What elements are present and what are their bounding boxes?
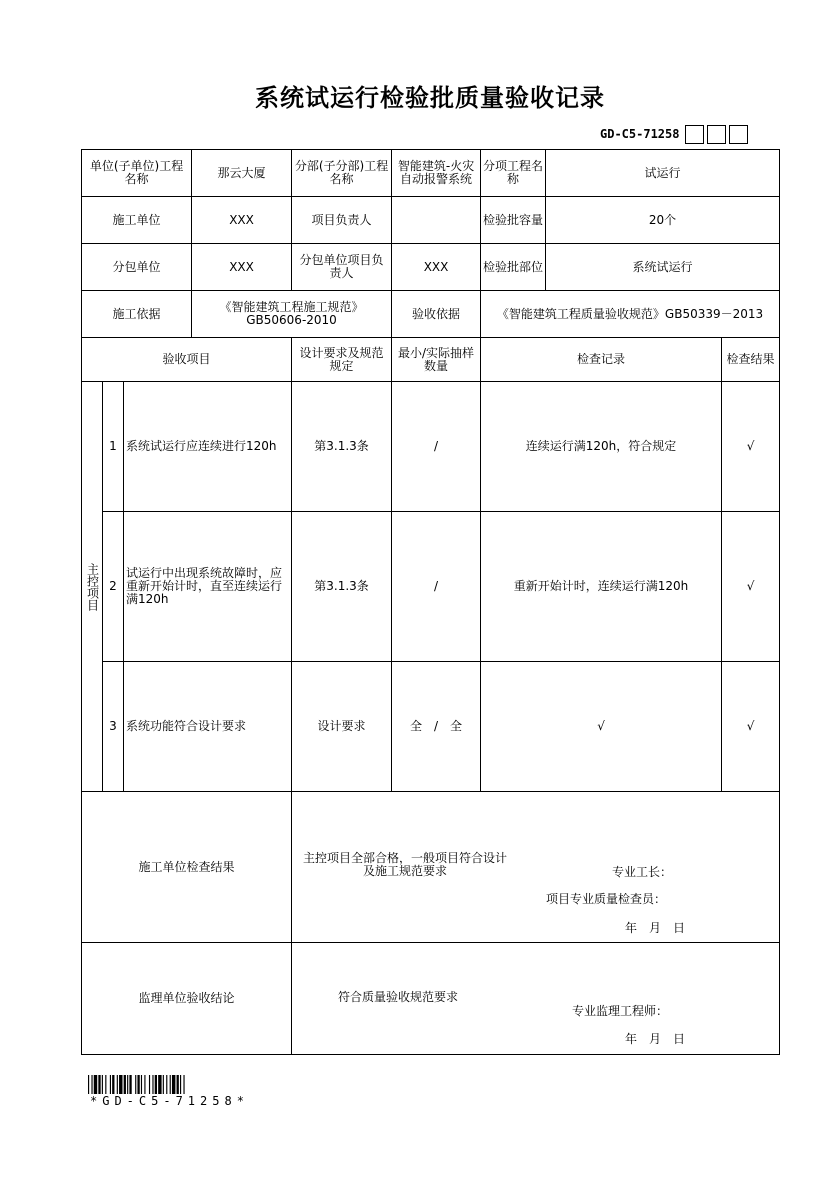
row-2-no: 2 — [103, 512, 124, 662]
header-row-4 — [82, 291, 780, 338]
barcode-bar — [166, 1075, 167, 1094]
barcode-bar — [170, 1075, 171, 1094]
main-control-row-3 — [82, 662, 780, 792]
barcode-bar — [180, 1075, 181, 1094]
constructor-value: XXX — [192, 197, 292, 244]
subitem-label: 分项工程名称 — [481, 150, 546, 197]
barcode-bar — [172, 1075, 175, 1094]
unit-project-label: 单位(子单位)工程名称 — [82, 150, 192, 197]
supervisor-date: 年 月 日 — [625, 1032, 686, 1046]
col-item-header: 验收项目 — [82, 338, 292, 382]
col-record-header: 检查记录 — [481, 338, 722, 382]
barcode-bar — [105, 1075, 106, 1094]
column-header-row — [82, 338, 780, 382]
form-code-row — [600, 122, 748, 146]
project-manager-value — [392, 197, 481, 244]
batch-capacity-value: 20个 — [546, 197, 780, 244]
row-2-design: 第3.1.3条 — [292, 512, 392, 662]
construction-basis-label: 施工依据 — [82, 291, 192, 338]
col-result-header: 检查结果 — [722, 338, 780, 382]
row-2-item: 试运行中出现系统故障时，应重新开始计时，直至连续运行满120h — [124, 512, 292, 662]
row-3-no: 3 — [103, 662, 124, 792]
barcode-bar — [158, 1075, 161, 1094]
project-manager-label: 项目负责人 — [292, 197, 392, 244]
row-2-record: 重新开始计时，连续运行满120h — [481, 512, 722, 662]
subsection-value: 智能建筑-火灾自动报警系统 — [392, 150, 481, 197]
barcode-bar — [144, 1075, 145, 1094]
barcode-bar — [141, 1075, 142, 1094]
barcode-image — [88, 1075, 258, 1094]
row-3-result: √ — [722, 662, 780, 792]
row-2-result: √ — [722, 512, 780, 662]
page-title: 系统试运行检验批质量验收记录 — [255, 84, 605, 112]
batch-location-label: 检验批部位 — [481, 244, 546, 291]
barcode-bar — [98, 1075, 100, 1094]
barcode-bar — [119, 1075, 122, 1094]
constructor-date: 年 月 日 — [625, 921, 686, 935]
barcode-bar — [124, 1075, 126, 1094]
form-code: GD-C5-71258 — [600, 127, 680, 141]
row-3-design: 设计要求 — [292, 662, 392, 792]
barcode-bar — [155, 1075, 157, 1094]
supervisor-conclusion: 符合质量验收规范要求 — [338, 990, 459, 1004]
inspection-form-table — [81, 149, 780, 1055]
barcode-bar — [149, 1075, 150, 1094]
supervisor-check-label: 监理单位验收结论 — [82, 943, 292, 1055]
subitem-value: 试运行 — [546, 150, 780, 197]
constructor-check-cell — [292, 792, 780, 943]
constructor-check-row — [82, 792, 780, 943]
main-control-row-2 — [82, 512, 780, 662]
col-sample-header: 最小/实际抽样数量 — [392, 338, 481, 382]
barcode-bar — [102, 1075, 103, 1094]
col-design-header: 设计要求及规范规定 — [292, 338, 392, 382]
supervisor-check-cell — [292, 943, 780, 1055]
barcode-bar — [135, 1075, 136, 1094]
barcode-bar — [137, 1075, 139, 1094]
sub-manager-value: XXX — [392, 244, 481, 291]
row-3-sample: 全 / 全 — [392, 662, 481, 792]
barcode-bar — [127, 1075, 128, 1094]
supervisor-check-row — [82, 943, 780, 1055]
barcode-bar — [91, 1075, 92, 1094]
row-1-sample: / — [392, 382, 481, 512]
code-box-2[interactable] — [707, 125, 726, 144]
barcode-bar — [94, 1075, 97, 1094]
row-1-no: 1 — [103, 382, 124, 512]
barcode-bar — [129, 1075, 131, 1094]
inspector-label: 项目专业质量检查员： — [546, 892, 667, 906]
supervisor-engineer-label: 专业监理工程师： — [572, 1004, 669, 1018]
code-box-3[interactable] — [729, 125, 748, 144]
batch-capacity-label: 检验批容量 — [481, 197, 546, 244]
row-1-result: √ — [722, 382, 780, 512]
barcode-text: *GD-C5-71258* — [90, 1094, 249, 1108]
row-3-item: 系统功能符合设计要求 — [124, 662, 292, 792]
barcode-bar — [152, 1075, 153, 1094]
subcontractor-value: XXX — [192, 244, 292, 291]
acceptance-basis-value: 《智能建筑工程质量验收规范》GB50339－2013 — [481, 291, 780, 338]
main-control-label: 主控项目 — [82, 382, 103, 792]
barcode-bar — [110, 1075, 111, 1094]
header-row-2 — [82, 197, 780, 244]
barcode-bar — [112, 1075, 114, 1094]
sub-manager-label: 分包单位项目负责人 — [292, 244, 392, 291]
row-3-record: √ — [481, 662, 722, 792]
batch-location-value: 系统试运行 — [546, 244, 780, 291]
acceptance-basis-label: 验收依据 — [392, 291, 481, 338]
row-1-record: 连续运行满120h，符合规定 — [481, 382, 722, 512]
subsection-label: 分部(子分部)工程名称 — [292, 150, 392, 197]
main-control-row-1 — [82, 382, 780, 512]
row-1-item: 系统试运行应连续进行120h — [124, 382, 292, 512]
unit-project-value: 那云大厦 — [192, 150, 292, 197]
barcode-bar — [183, 1075, 184, 1094]
construction-basis-value: 《智能建筑工程施工规范》GB50606-2010 — [192, 291, 392, 338]
subcontractor-label: 分包单位 — [82, 244, 192, 291]
header-row-3 — [82, 244, 780, 291]
barcode-bar — [88, 1075, 89, 1094]
barcode-bar — [177, 1075, 179, 1094]
constructor-conclusion: 主控项目全部合格，一般项目符合设计及施工规范要求 — [303, 851, 508, 878]
foreman-label: 专业工长： — [612, 865, 673, 879]
barcode-bar — [117, 1075, 118, 1094]
row-2-sample: / — [392, 512, 481, 662]
constructor-check-label: 施工单位检查结果 — [82, 792, 292, 943]
header-row-1 — [82, 150, 780, 197]
constructor-label: 施工单位 — [82, 197, 192, 244]
code-box-1[interactable] — [685, 125, 704, 144]
row-1-design: 第3.1.3条 — [292, 382, 392, 512]
barcode-bar — [163, 1075, 164, 1094]
